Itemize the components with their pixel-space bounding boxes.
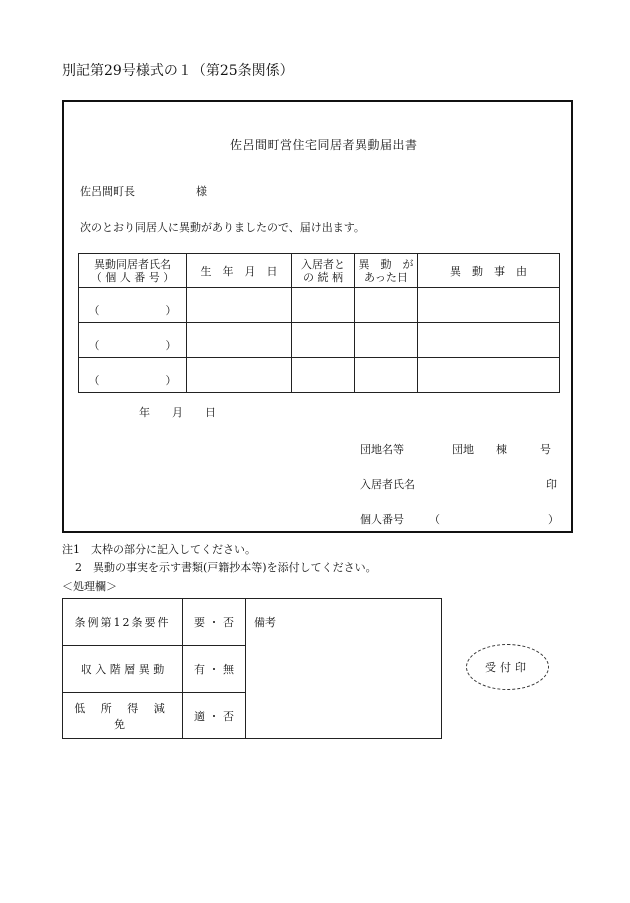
form-heading: 別記第29号様式の１（第25条関係） xyxy=(62,63,294,79)
reason-cell[interactable] xyxy=(418,323,560,358)
document-title: 佐呂間町営住宅同居者異動届出書 xyxy=(230,138,418,152)
header-relation-line1: 入居者と xyxy=(301,257,345,271)
header-birth: 生 年 月 日 xyxy=(187,254,292,288)
number-parentheses: （ ） xyxy=(88,339,177,352)
header-change-date xyxy=(355,254,418,288)
resident-name-label: 入居者氏名 xyxy=(360,478,415,491)
processing-table xyxy=(62,598,442,739)
honorific: 様 xyxy=(196,185,207,198)
relation-cell[interactable] xyxy=(292,358,355,393)
birth-cell[interactable] xyxy=(187,358,292,393)
complex-label: 団地名等 xyxy=(360,443,404,456)
addressee: 佐呂間町長 xyxy=(80,185,135,198)
header-date-line2: あった日 xyxy=(364,270,408,284)
change-date-cell[interactable] xyxy=(355,358,418,393)
processing-label: 条例第12条要件 xyxy=(63,599,183,646)
header-date-line1: 異 動 が xyxy=(358,257,414,271)
complex-value[interactable]: 団地 棟 号 xyxy=(452,443,551,456)
table-row xyxy=(79,358,560,393)
birth-cell[interactable] xyxy=(187,323,292,358)
name-cell[interactable] xyxy=(79,288,187,323)
remarks-cell[interactable] xyxy=(246,599,442,739)
reason-cell[interactable] xyxy=(418,288,560,323)
name-cell[interactable] xyxy=(79,358,187,393)
change-date-cell[interactable] xyxy=(355,323,418,358)
number-parentheses: （ ） xyxy=(88,374,177,387)
header-relation xyxy=(292,254,355,288)
header-name xyxy=(79,254,187,288)
birth-cell[interactable] xyxy=(187,288,292,323)
personal-number-close: ） xyxy=(548,513,559,526)
change-date-cell[interactable] xyxy=(355,288,418,323)
processing-value[interactable]: 有 ・ 無 xyxy=(183,646,246,693)
processing-title: ＜処理欄＞ xyxy=(62,580,117,593)
reason-cell[interactable] xyxy=(418,358,560,393)
processing-value[interactable]: 適 ・ 否 xyxy=(183,693,246,739)
relation-cell[interactable] xyxy=(292,288,355,323)
header-name-line1: 異動同居者氏名 xyxy=(94,257,171,271)
remarks-label: 備考 xyxy=(254,616,276,629)
change-table xyxy=(78,253,560,393)
processing-label: 低 所 得 減 免 xyxy=(63,693,183,739)
relation-cell[interactable] xyxy=(292,323,355,358)
header-name-line2: （ 個 人 番 号 ） xyxy=(90,270,175,284)
seal-mark: 印 xyxy=(546,478,557,491)
reception-stamp-label: 受付印 xyxy=(485,661,530,674)
processing-value[interactable]: 要 ・ 否 xyxy=(183,599,246,646)
statement: 次のとおり同居人に異動がありましたので、届け出ます。 xyxy=(80,221,365,234)
reception-stamp xyxy=(466,644,549,690)
header-relation-line2: の 続 柄 xyxy=(303,270,343,284)
note-2: 2 異動の事実を示す書類(戸籍抄本等)を添付してください。 xyxy=(75,561,377,574)
processing-label: 収 入 階 層 異 動 xyxy=(63,646,183,693)
header-reason: 異 動 事 由 xyxy=(418,254,560,288)
number-parentheses: （ ） xyxy=(88,304,177,317)
note-1: 注1 太枠の部分に記入してください。 xyxy=(62,543,256,556)
personal-number-open: （ xyxy=(429,513,440,526)
table-row xyxy=(79,323,560,358)
personal-number-label: 個人番号 xyxy=(360,513,404,526)
name-cell[interactable] xyxy=(79,323,187,358)
table-row xyxy=(63,599,442,646)
submission-date[interactable]: 年 月 日 xyxy=(139,406,216,419)
table-row xyxy=(79,288,560,323)
